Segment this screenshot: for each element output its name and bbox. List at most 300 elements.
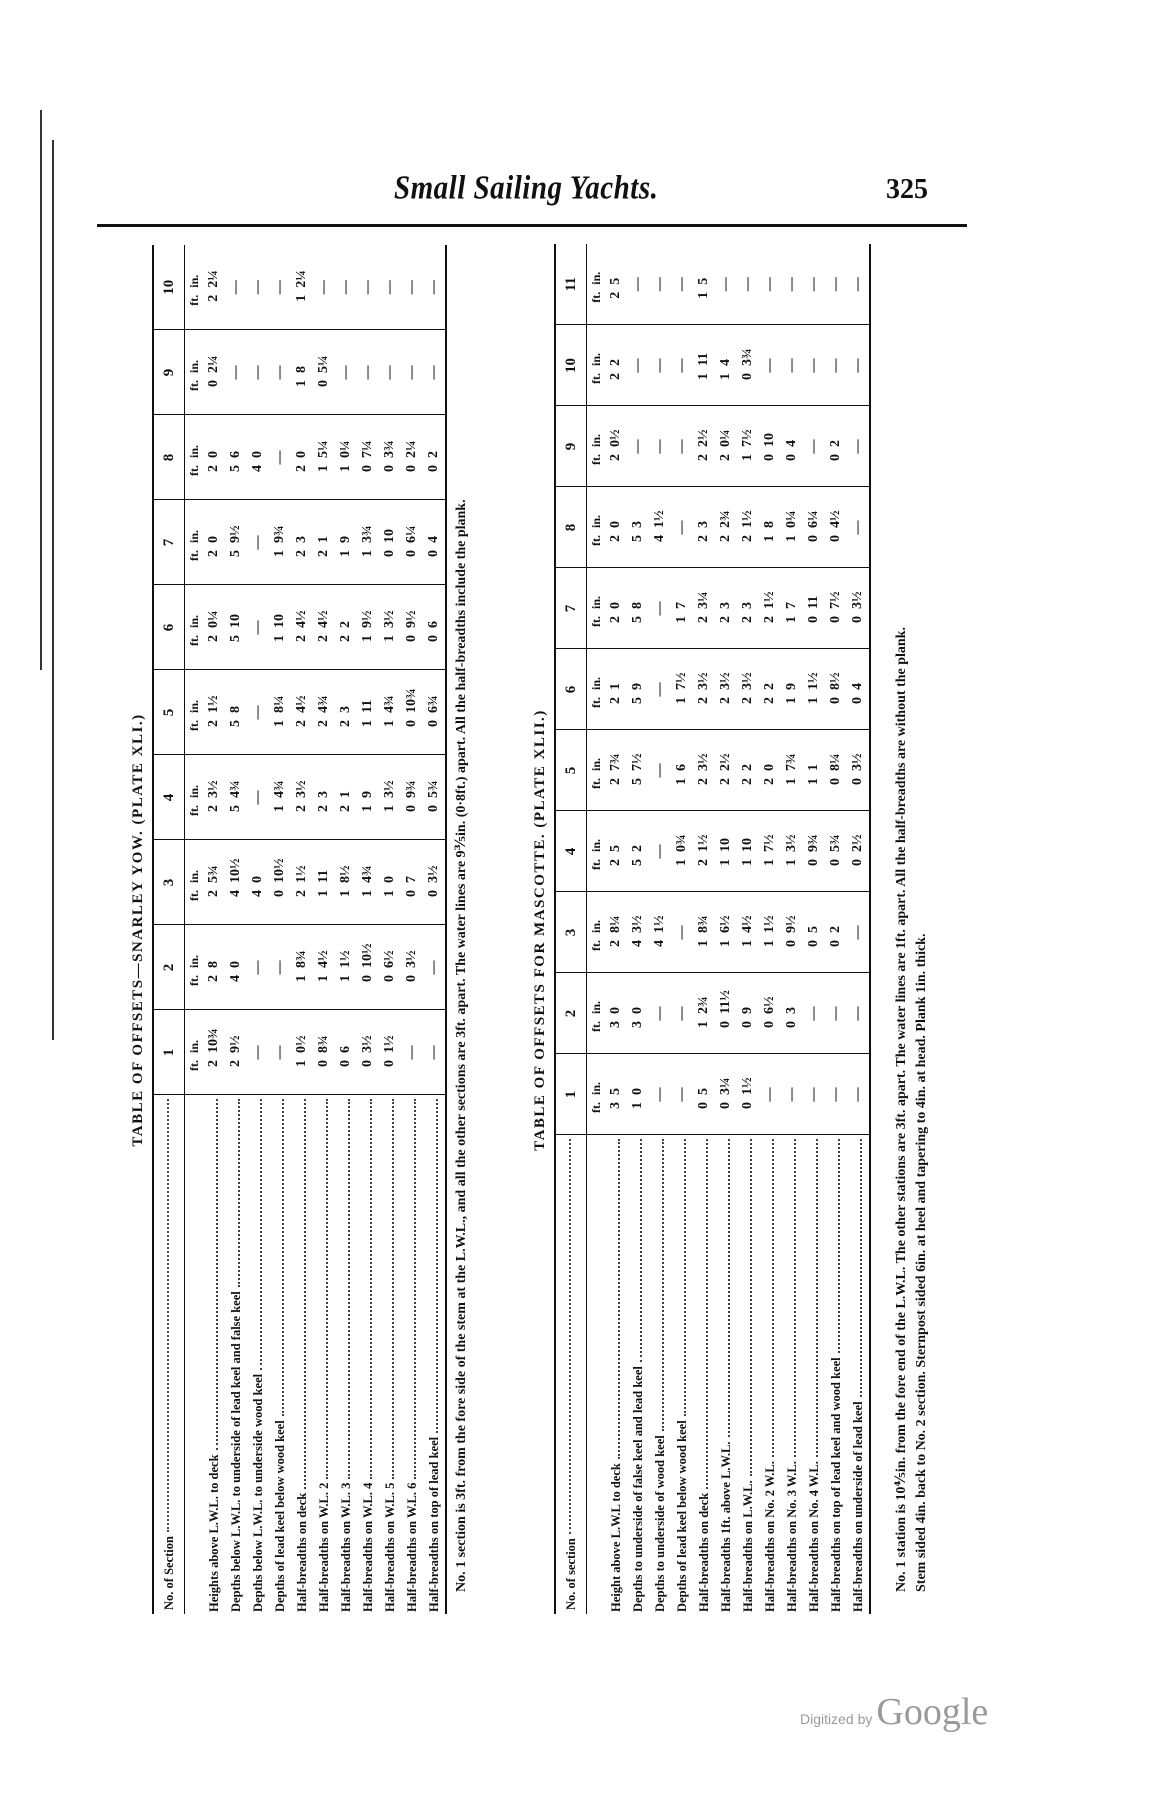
row-label-wrap <box>427 1096 442 1615</box>
offset-feet: 2 <box>206 890 221 897</box>
empty-dash: — <box>850 1006 865 1021</box>
section-number-header: 5 <box>153 670 185 755</box>
offset-feet: 2 <box>718 697 733 704</box>
offset-inches: 1½ <box>740 1077 755 1095</box>
offset-cell <box>781 811 803 892</box>
empty-dash: — <box>806 1087 821 1102</box>
offset-cell <box>225 415 247 500</box>
offset-cell <box>423 670 446 755</box>
offset-cell <box>759 1054 781 1135</box>
offset-feet: 0 <box>404 805 419 812</box>
header-rule <box>97 224 967 227</box>
empty-dash: — <box>762 277 777 292</box>
empty-dash: — <box>850 358 865 373</box>
offset-cell <box>803 973 825 1054</box>
row-label: Half-breadths on No. 3 W.L. <box>784 1461 799 1612</box>
offset-cell <box>247 245 269 330</box>
row-label-cell <box>379 1095 401 1614</box>
offset-cell <box>803 811 825 892</box>
offset-value <box>696 488 712 568</box>
offset-cell <box>693 487 715 568</box>
offset-inches: 2¾ <box>696 996 711 1014</box>
offset-feet: 1 <box>696 291 711 299</box>
offset-value <box>850 488 866 568</box>
offset-value <box>360 671 376 755</box>
offset-cell <box>269 500 291 585</box>
offset-inches: 8½ <box>828 672 843 690</box>
row-label-wrap <box>251 1096 266 1615</box>
offset-cell <box>357 670 379 755</box>
row-label: Half-breadths on W.L. 6 <box>404 1482 419 1612</box>
section-number-header: 1 <box>555 1054 587 1135</box>
offset-cell <box>269 1010 291 1095</box>
section-number-header: 3 <box>153 840 185 925</box>
offset-inches: 3 <box>294 536 309 543</box>
offset-feet: 2 <box>206 635 221 642</box>
table-row <box>671 244 693 1614</box>
offset-inches: 0 <box>630 1088 645 1095</box>
offset-value <box>696 731 712 811</box>
offset-value <box>338 416 354 500</box>
offset-inches: 5¼ <box>316 355 331 373</box>
offset-cell <box>627 244 649 325</box>
offset-inches: 6¼ <box>806 510 821 528</box>
offset-value <box>784 488 800 568</box>
units-cell <box>587 406 606 487</box>
offset-value <box>228 1011 244 1095</box>
offset-feet: 2 <box>608 454 623 461</box>
offset-value <box>850 569 866 649</box>
offset-cell <box>781 487 803 568</box>
offset-feet: 0 <box>404 975 419 982</box>
offset-cell <box>225 585 247 670</box>
offset-feet: 1 <box>696 940 711 947</box>
offset-inches: 0 <box>206 536 221 543</box>
offset-inches: 9¾ <box>806 834 821 852</box>
offset-inches: 6½ <box>382 950 397 968</box>
offset-feet: 2 <box>608 616 623 623</box>
offset-value <box>404 841 420 925</box>
offset-value <box>740 893 756 973</box>
offset-inches: 0¼ <box>206 610 221 628</box>
offset-cell <box>203 245 225 330</box>
page-number: 325 <box>886 174 928 205</box>
row-label-wrap <box>273 1096 288 1615</box>
offset-feet: 1 <box>740 940 755 947</box>
offset-inches: 10 <box>228 614 243 628</box>
offset-feet: 2 <box>696 454 711 461</box>
offset-cell <box>693 244 715 325</box>
row-label: Height above L.W.L to deck <box>608 1463 623 1612</box>
offset-cell <box>627 325 649 406</box>
empty-dash: — <box>250 705 265 720</box>
offset-inches: 2 <box>426 451 441 458</box>
offset-cell <box>357 500 379 585</box>
offset-feet: 1 <box>762 535 777 542</box>
dot-leader <box>750 1140 752 1477</box>
offset-cell <box>715 325 737 406</box>
dot-leader <box>706 1140 708 1489</box>
units-cell <box>185 245 204 330</box>
offset-inches: 8¼ <box>608 915 623 933</box>
row-label-wrap <box>719 1136 734 1615</box>
empty-dash: — <box>272 365 287 380</box>
offset-cell <box>313 670 335 755</box>
empty-dash: — <box>272 450 287 465</box>
empty-dash: — <box>382 365 397 380</box>
table-row <box>423 245 446 1614</box>
unit-inches: in. <box>186 869 201 883</box>
offset-inches: 9 <box>740 1007 755 1014</box>
row-label: Depths to underside of wood keel <box>652 1435 667 1612</box>
offset-inches: 3½ <box>404 950 419 968</box>
offset-inches: 3½ <box>740 672 755 690</box>
offset-inches: 1 <box>608 683 623 690</box>
offset-value <box>630 569 646 649</box>
offset-value <box>250 756 266 840</box>
offset-cell <box>737 568 759 649</box>
section-number-header: 4 <box>153 755 185 840</box>
row-label-cell <box>605 1135 627 1614</box>
row-label-cell <box>203 1095 225 1614</box>
offset-value <box>652 244 668 325</box>
offset-value <box>608 974 624 1054</box>
offset-feet: 2 <box>206 1060 221 1067</box>
offset-feet: 0 <box>382 975 397 982</box>
offset-cell <box>671 487 693 568</box>
row-label: Half-breadths on top of lead keel and wood keel <box>828 1357 843 1612</box>
offset-cell <box>737 487 759 568</box>
empty-dash: — <box>850 1087 865 1102</box>
offset-value <box>294 331 310 415</box>
unit-inches: in. <box>186 1039 201 1053</box>
offset-value <box>828 1055 844 1135</box>
offset-feet: 2 <box>294 550 309 557</box>
offset-cell <box>335 840 357 925</box>
table-footnote-snarley-yow <box>452 240 472 1620</box>
table-header-row <box>555 244 587 1614</box>
offset-value <box>762 1055 778 1135</box>
offset-cell <box>401 755 423 840</box>
offset-value <box>652 407 668 487</box>
offset-feet: 0 <box>404 550 419 557</box>
offset-inches: 8½ <box>338 865 353 883</box>
offset-value <box>294 416 310 500</box>
offset-value <box>426 756 442 840</box>
offset-cell <box>847 406 870 487</box>
offset-value <box>294 926 310 1010</box>
offset-feet: 1 <box>718 373 733 380</box>
offset-value <box>696 244 712 325</box>
row-label-wrap <box>675 1136 690 1615</box>
dot-leader <box>238 1100 240 1288</box>
offset-feet: 1 <box>762 940 777 947</box>
offset-value <box>294 1011 310 1095</box>
unit-inches: in. <box>588 1081 603 1095</box>
offset-value <box>338 586 354 670</box>
empty-dash: — <box>674 277 689 292</box>
offset-inches: 0 <box>608 602 623 609</box>
units-row <box>185 245 204 1614</box>
offsets-table-mascotte <box>554 244 871 1614</box>
table-row <box>649 244 671 1614</box>
offset-inches: 9 <box>338 536 353 543</box>
offset-cell <box>335 925 357 1010</box>
offset-feet: 0 <box>360 1060 375 1067</box>
offset-value <box>718 488 734 568</box>
offset-cell <box>203 840 225 925</box>
units-cell <box>185 500 204 585</box>
offset-value <box>740 326 756 406</box>
offset-cell <box>759 973 781 1054</box>
offset-feet: 5 <box>630 859 645 866</box>
offset-inches: 3 <box>784 1007 799 1014</box>
offset-feet: 2 <box>740 697 755 704</box>
offset-value <box>426 501 442 585</box>
offset-inches: 8 <box>228 706 243 713</box>
offset-cell <box>847 487 870 568</box>
offset-value <box>294 586 310 670</box>
row-label-cell <box>269 1095 291 1614</box>
offset-cell <box>225 840 247 925</box>
offset-cell <box>291 415 313 500</box>
offset-inches: 7½ <box>740 429 755 447</box>
offset-inches: 10 <box>762 433 777 447</box>
units-pair <box>589 569 604 649</box>
offset-cell <box>737 325 759 406</box>
offset-feet: 2 <box>696 535 711 542</box>
empty-dash: — <box>652 601 667 616</box>
dot-leader <box>569 1140 571 1535</box>
offset-value <box>338 501 354 585</box>
offset-feet: 0 <box>338 1060 353 1067</box>
empty-dash: — <box>250 620 265 635</box>
offset-value <box>806 569 822 649</box>
empty-dash: — <box>762 358 777 373</box>
offset-cell <box>423 415 446 500</box>
empty-dash: — <box>426 280 441 295</box>
offset-cell <box>825 406 847 487</box>
row-label-cell <box>313 1095 335 1614</box>
offset-cell <box>627 568 649 649</box>
offset-cell <box>627 649 649 730</box>
unit-inches: in. <box>588 757 603 771</box>
offset-cell <box>649 730 671 811</box>
units-pair <box>187 841 202 925</box>
offset-feet: 2 <box>696 778 711 785</box>
offset-feet: 0 <box>828 697 843 704</box>
offset-value <box>696 569 712 649</box>
offset-value <box>696 650 712 730</box>
offset-feet: 0 <box>740 1021 755 1028</box>
offset-inches: 4½ <box>316 950 331 968</box>
offset-cell <box>737 244 759 325</box>
empty-dash: — <box>828 1087 843 1102</box>
offset-value <box>718 244 734 325</box>
unit-feet: ft. <box>588 1102 603 1113</box>
offset-inches: 9 <box>784 683 799 690</box>
offset-cell <box>649 568 671 649</box>
offset-value <box>630 893 646 973</box>
offset-value <box>228 926 244 1010</box>
offset-inches: 0 <box>250 876 265 883</box>
row-label: Half-breadths on No. 4 W.L. <box>806 1461 821 1612</box>
offset-feet: 2 <box>316 550 331 557</box>
dot-leader <box>816 1140 818 1458</box>
offset-cell <box>247 500 269 585</box>
offset-cell <box>379 500 401 585</box>
offset-inches: 2¼ <box>206 355 221 373</box>
offset-cell <box>247 840 269 925</box>
offset-cell <box>847 730 870 811</box>
row-label-wrap <box>405 1096 420 1615</box>
offset-feet: 5 <box>228 805 243 812</box>
offset-feet: 1 <box>718 859 733 866</box>
offset-value <box>828 326 844 406</box>
offset-inches: 6 <box>674 764 689 771</box>
offset-cell <box>313 500 335 585</box>
empty-dash: — <box>382 280 397 295</box>
offset-value <box>608 650 624 730</box>
offset-value <box>294 501 310 585</box>
unit-feet: ft. <box>186 294 201 306</box>
offset-inches: 1½ <box>740 510 755 528</box>
table-row <box>627 244 649 1614</box>
empty-dash: — <box>426 365 441 380</box>
offset-value <box>762 488 778 568</box>
section-label-cell <box>162 1096 177 1613</box>
row-label-cell <box>671 1135 693 1614</box>
units-pair <box>589 1055 604 1135</box>
dot-leader <box>436 1100 438 1433</box>
offset-inches: 1½ <box>652 915 667 933</box>
offset-cell <box>247 925 269 1010</box>
units-cell <box>185 670 204 755</box>
offset-value <box>630 407 646 487</box>
offset-feet: 1 <box>360 890 375 897</box>
offset-value <box>850 893 866 973</box>
offset-feet: 1 <box>674 778 689 785</box>
unit-feet: ft. <box>588 454 603 465</box>
offset-inches: 1½ <box>762 915 777 933</box>
row-label-cell <box>357 1095 379 1614</box>
offset-value <box>696 407 712 487</box>
offset-cell <box>693 1054 715 1135</box>
offset-value <box>850 326 866 406</box>
table-row <box>357 245 379 1614</box>
section-label-header <box>555 1135 587 1614</box>
offset-value <box>740 244 756 325</box>
offset-inches: 2¼ <box>404 440 419 458</box>
offset-cell <box>357 1010 379 1095</box>
offset-cell <box>715 1054 737 1135</box>
offset-feet: 1 <box>762 859 777 866</box>
offset-feet: 2 <box>718 778 733 785</box>
offset-feet: 2 <box>294 635 309 642</box>
empty-dash: — <box>652 844 667 859</box>
offset-value <box>206 671 222 755</box>
offset-feet: 1 <box>272 805 287 812</box>
unit-feet: ft. <box>588 291 603 303</box>
offset-inches: 4½ <box>316 610 331 628</box>
offset-value <box>652 650 668 730</box>
offset-feet: 2 <box>718 454 733 461</box>
offset-value <box>630 650 646 730</box>
offset-cell <box>737 973 759 1054</box>
section-number-header: 3 <box>555 892 587 973</box>
offset-inches: 10½ <box>272 858 287 883</box>
offset-cell <box>335 330 357 415</box>
offset-value <box>382 331 398 415</box>
row-label: Heights above L.W.L. to deck <box>206 1454 221 1612</box>
offset-value <box>382 245 398 330</box>
offset-value <box>206 926 222 1010</box>
offset-feet: 0 <box>426 635 441 642</box>
offset-inches: 2¾ <box>718 510 733 528</box>
offset-inches: 7½ <box>762 834 777 852</box>
offset-cell <box>693 325 715 406</box>
section-number-header: 10 <box>555 325 587 406</box>
offset-inches: 0 <box>608 521 623 528</box>
offset-cell <box>803 730 825 811</box>
rotated-tables-block <box>130 240 1000 1620</box>
row-label: Half-breadths on No. 2 W.L. <box>762 1461 777 1612</box>
offset-cell <box>759 244 781 325</box>
offset-inches: 0½ <box>608 429 623 447</box>
offset-inches: 1 <box>806 764 821 771</box>
offset-cell <box>781 730 803 811</box>
offset-inches: 3½ <box>360 1035 375 1053</box>
empty-dash: — <box>828 358 843 373</box>
offset-inches: 9½ <box>360 610 375 628</box>
row-label: Half-breadths 1ft. above L.W.L. <box>718 1441 733 1612</box>
offset-cell <box>291 925 313 1010</box>
offset-inches: 3¾ <box>740 348 755 366</box>
offset-cell <box>225 1010 247 1095</box>
row-label-wrap <box>207 1096 222 1615</box>
offset-feet: 1 <box>382 890 397 897</box>
offset-cell <box>627 892 649 973</box>
unit-inches: in. <box>186 444 201 458</box>
row-label: Half-breadths on underside of lead keel <box>850 1401 865 1612</box>
offset-cell <box>225 925 247 1010</box>
row-label-cell <box>423 1095 446 1614</box>
table-title-mascotte: TABLE OF OFFSETS FOR MASCOTTE. (PLATE XLII.) <box>532 709 548 1151</box>
units-cell <box>185 330 204 415</box>
offset-inches: 5 <box>608 845 623 852</box>
offset-value <box>272 926 288 1010</box>
row-label-wrap <box>339 1096 354 1615</box>
offset-cell <box>781 892 803 973</box>
section-number-header: 7 <box>555 568 587 649</box>
empty-dash: — <box>828 277 843 292</box>
offset-value <box>206 841 222 925</box>
offset-value <box>272 501 288 585</box>
unit-inches: in. <box>186 699 201 713</box>
offset-value <box>762 812 778 892</box>
offset-value <box>762 731 778 811</box>
units-row <box>587 244 606 1614</box>
offset-cell <box>781 1054 803 1135</box>
offset-feet: 2 <box>316 805 331 812</box>
empty-dash: — <box>360 365 375 380</box>
empty-dash: — <box>850 925 865 940</box>
offset-cell <box>203 585 225 670</box>
offset-feet: 4 <box>652 535 667 542</box>
offset-value <box>316 331 332 415</box>
offset-feet: 0 <box>272 890 287 897</box>
offset-cell <box>605 973 627 1054</box>
